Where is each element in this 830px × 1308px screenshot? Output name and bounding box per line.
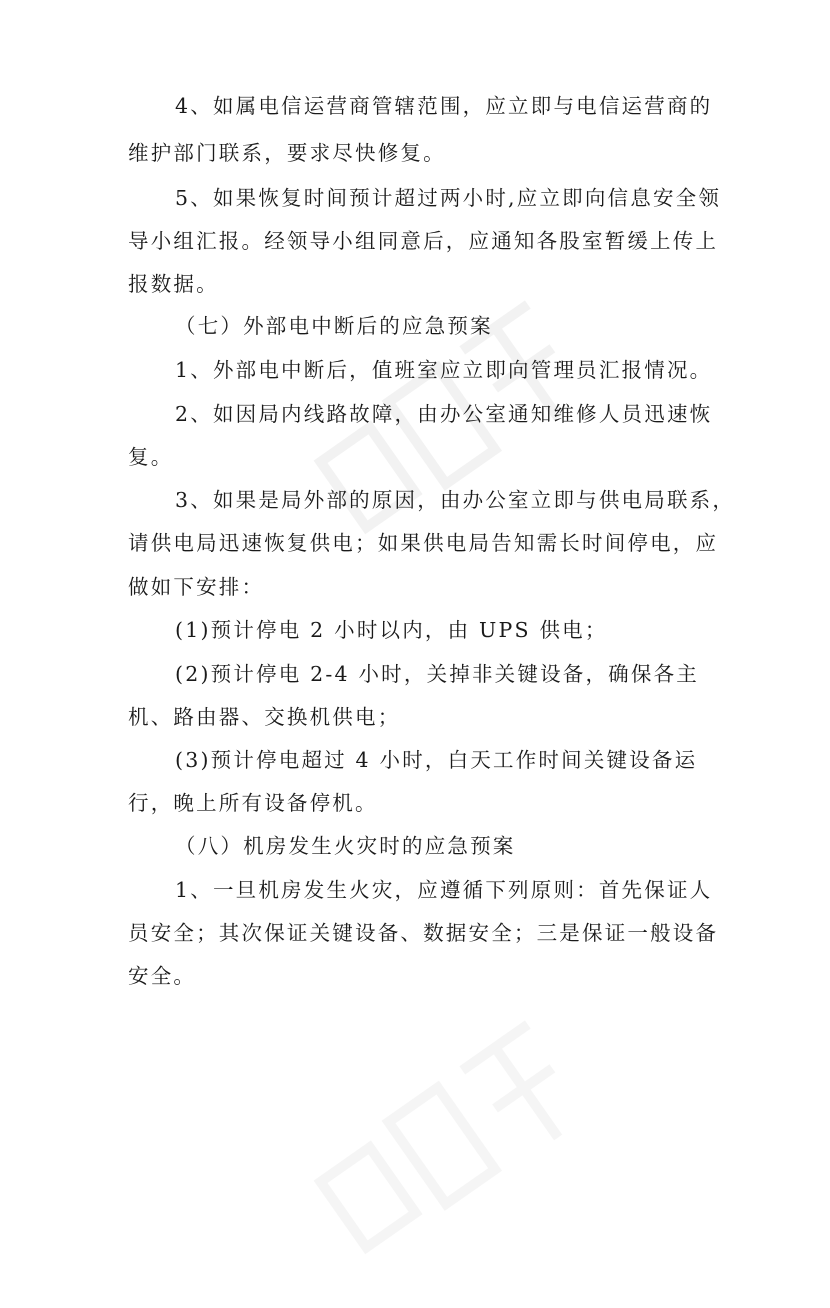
- paragraph-line: 复。: [128, 445, 174, 469]
- paragraph-line: 请供电局迅速恢复供电；如果供电局告知需长时间停电，应: [128, 531, 719, 555]
- paragraph-line: 导小组汇报。经领导小组同意后，应通知各股室暂缓上传上: [128, 229, 719, 253]
- paragraph-line: 员安全；其次保证关键设备、数据安全；三是保证一般设备: [128, 921, 719, 945]
- paragraph-line: 4、如属电信运营商管辖范围，应立即与电信运营商的: [175, 94, 713, 118]
- list-item-line: (1)预计停电 2 小时以内，由 UPS 供电；: [175, 618, 608, 642]
- section-heading: （七）外部电中断后的应急预案: [175, 314, 493, 338]
- list-item-line: (3)预计停电超过 4 小时，白天工作时间关键设备运: [175, 748, 698, 772]
- paragraph-line: 2、如因局内线路故障，由办公室通知维修人员迅速恢: [175, 402, 713, 426]
- paragraph-line: 安全。: [128, 964, 197, 988]
- paragraph-line: 维护部门联系，要求尽快修复。: [128, 141, 446, 165]
- paragraph-line: 做如下安排：: [128, 575, 265, 599]
- paragraph-line: 3、如果是局外部的原因，由办公室立即与供电局联系，: [175, 488, 736, 512]
- list-item-line: (2)预计停电 2-4 小时，关掉非关键设备，确保各主: [175, 662, 699, 686]
- watermark-logo-bottom: [270, 972, 630, 1308]
- list-item-line: 行，晚上所有设备停机。: [128, 791, 378, 815]
- paragraph-line: 报数据。: [128, 272, 219, 296]
- paragraph-line: 1、外部电中断后，值班室应立即向管理员汇报情况。: [175, 358, 713, 382]
- paragraph-line: 1、一旦机房发生火灾，应遵循下列原则：首先保证人: [175, 878, 713, 902]
- paragraph-line: 5、如果恢复时间预计超过两小时,应立即向信息安全领: [175, 186, 722, 210]
- section-heading: （八）机房发生火灾时的应急预案: [175, 834, 516, 858]
- list-item-line: 机、路由器、交换机供电；: [128, 705, 401, 729]
